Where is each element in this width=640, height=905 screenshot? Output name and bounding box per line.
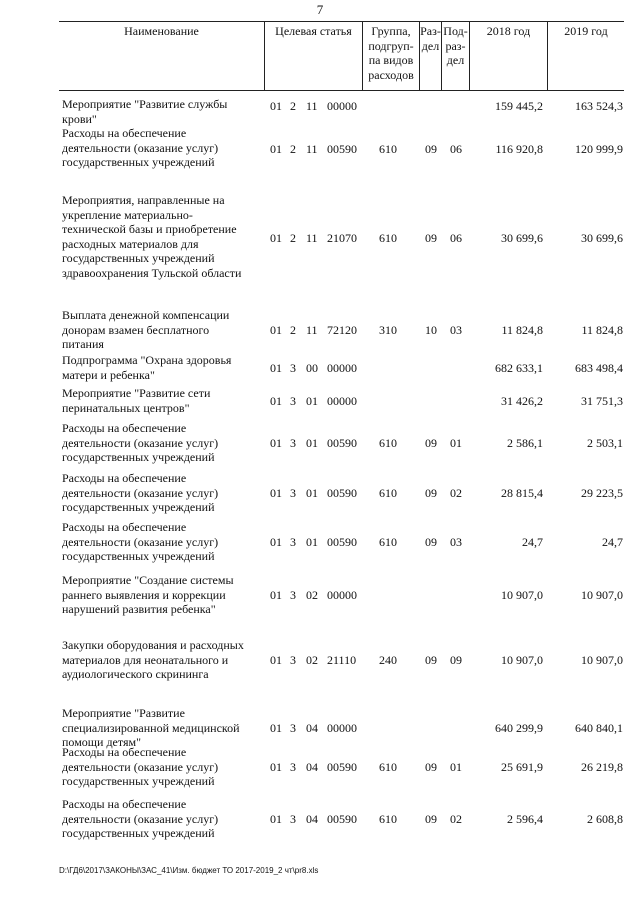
target-subprogram: 3 (290, 535, 296, 549)
row-name-line: деятельности (оказание услуг) (62, 140, 219, 155)
row-name-line: Расходы на обеспечение (62, 797, 187, 811)
target-program: 01 (270, 142, 282, 156)
section: 09 (425, 535, 437, 549)
row-name (62, 797, 267, 841)
row-name (62, 706, 267, 750)
row-name (62, 126, 267, 170)
row-name (62, 471, 267, 515)
expense-group: 610 (379, 535, 397, 549)
target-direction: 00590 (327, 436, 357, 450)
row-name (62, 193, 267, 280)
amount-2018: 25 691,9 (501, 760, 543, 774)
target-direction: 00000 (327, 588, 357, 602)
target-program: 01 (270, 812, 282, 826)
amount-2018: 11 824,8 (501, 323, 543, 337)
header-section (419, 22, 441, 90)
target-program: 01 (270, 653, 282, 667)
target-direction: 00590 (327, 486, 357, 500)
subsection: 06 (450, 231, 462, 245)
target-subprogram: 3 (290, 721, 296, 735)
amount-2019: 30 699,6 (581, 231, 623, 245)
target-subprogram: 3 (290, 486, 296, 500)
row-name (62, 745, 267, 789)
target-event: 11 (306, 323, 318, 337)
amount-2018: 24,7 (522, 535, 543, 549)
header-subsection-line: раз- (445, 38, 466, 53)
row-name-line: государственных учреждений (62, 774, 215, 788)
row-name-line: укрепление материально- (62, 207, 193, 222)
row-name-line: Закупки оборудования и расходных (62, 638, 244, 652)
target-event: 04 (306, 721, 318, 735)
target-program: 01 (270, 436, 282, 450)
row-name-line: государственных учреждений (62, 450, 215, 464)
section: 09 (425, 760, 437, 774)
row-name-line: технической базы и приобретение (62, 222, 237, 236)
amount-2019: 29 223,5 (581, 486, 623, 500)
expense-group: 610 (379, 486, 397, 500)
row-name (62, 386, 267, 415)
amount-2018: 116 920,8 (495, 142, 543, 156)
amount-2018: 10 907,0 (501, 653, 543, 667)
target-program: 01 (270, 394, 282, 408)
subsection: 02 (450, 812, 462, 826)
section: 09 (425, 142, 437, 156)
section: 10 (425, 323, 437, 337)
subsection: 09 (450, 653, 462, 667)
target-event: 02 (306, 653, 318, 667)
row-name-line: Мероприятие "Развитие сети (62, 386, 211, 400)
subsection: 01 (450, 760, 462, 774)
target-direction: 00590 (327, 535, 357, 549)
target-program: 01 (270, 323, 282, 337)
amount-2019: 26 219,8 (581, 760, 623, 774)
row-name-line: раннего выявления и коррекции (62, 587, 226, 602)
table-header (59, 21, 624, 91)
row-name-line: питания (62, 337, 104, 351)
expense-group: 610 (379, 142, 397, 156)
header-2018: 2018 год (469, 22, 547, 90)
header-group-line: подгруп- (368, 38, 414, 53)
target-event: 04 (306, 760, 318, 774)
section: 09 (425, 653, 437, 667)
row-name-line: крови" (62, 111, 97, 126)
target-direction: 00000 (327, 99, 357, 113)
expense-group: 310 (379, 323, 397, 337)
row-name (62, 573, 267, 617)
target-direction: 00000 (327, 721, 357, 735)
row-name-line: помощи детям" (62, 735, 141, 749)
row-name-line: аудиологического скрининга (62, 667, 209, 681)
target-event: 00 (306, 361, 318, 375)
target-direction: 00000 (327, 361, 357, 375)
target-subprogram: 2 (290, 231, 296, 245)
target-event: 01 (306, 436, 318, 450)
page-number: 7 (316, 2, 324, 17)
header-group-line: Группа, (371, 24, 411, 38)
header-subsection-line: дел (446, 53, 465, 67)
amount-2018: 28 815,4 (501, 486, 543, 500)
amount-2018: 30 699,6 (501, 231, 543, 245)
row-name-line: деятельности (оказание услуг) (62, 485, 219, 500)
target-program: 01 (270, 486, 282, 500)
row-name-line: Мероприятия, направленные на (62, 193, 225, 207)
header-name: Наименование (124, 24, 199, 38)
subsection: 06 (450, 142, 462, 156)
target-program: 01 (270, 231, 282, 245)
subsection: 03 (450, 323, 462, 337)
amount-2019: 2 503,1 (587, 436, 623, 450)
target-direction: 21070 (327, 231, 357, 245)
target-subprogram: 3 (290, 436, 296, 450)
amount-2018: 2 596,4 (507, 812, 543, 826)
expense-group: 610 (379, 812, 397, 826)
row-name-line: деятельности (оказание услуг) (62, 759, 219, 774)
target-direction: 72120 (327, 323, 357, 337)
row-name-line: Расходы на обеспечение (62, 520, 187, 534)
section: 09 (425, 812, 437, 826)
row-name-line: Мероприятие "Создание системы (62, 573, 234, 587)
target-direction: 00590 (327, 812, 357, 826)
target-event: 04 (306, 812, 318, 826)
target-program: 01 (270, 760, 282, 774)
expense-group: 610 (379, 231, 397, 245)
amount-2019: 120 999,9 (575, 142, 623, 156)
header-2019: 2019 год (547, 22, 624, 90)
section: 09 (425, 486, 437, 500)
row-name-line: перинатальных центров" (62, 400, 190, 415)
expense-group: 610 (379, 760, 397, 774)
target-program: 01 (270, 588, 282, 602)
target-subprogram: 3 (290, 394, 296, 408)
expense-group: 610 (379, 436, 397, 450)
target-direction: 21110 (327, 653, 357, 667)
target-subprogram: 3 (290, 812, 296, 826)
target-program: 01 (270, 361, 282, 375)
row-name-line: матери и ребенка" (62, 367, 155, 382)
row-name-line: Подпрограмма "Охрана здоровья (62, 353, 232, 367)
section: 09 (425, 436, 437, 450)
amount-2019: 10 907,0 (581, 588, 623, 602)
header-subsection-line: Под- (443, 24, 468, 38)
amount-2019: 683 498,4 (575, 361, 623, 375)
header-target: Целевая статья (264, 22, 362, 90)
amount-2019: 10 907,0 (581, 653, 623, 667)
target-subprogram: 2 (290, 323, 296, 337)
target-direction: 00590 (327, 142, 357, 156)
row-name-line: государственных учреждений (62, 826, 215, 840)
header-section-line: Раз- (420, 24, 441, 38)
expense-group: 240 (379, 653, 397, 667)
target-subprogram: 2 (290, 99, 296, 113)
header-group-line: расходов (368, 67, 414, 82)
row-name-line: деятельности (оказание услуг) (62, 435, 219, 450)
section: 09 (425, 231, 437, 245)
row-name-line: Расходы на обеспечение (62, 126, 187, 140)
target-program: 01 (270, 721, 282, 735)
row-name-line: деятельности (оказание услуг) (62, 534, 219, 549)
row-name-line: материалов для неонатального и (62, 652, 229, 667)
row-name (62, 520, 267, 564)
target-program: 01 (270, 99, 282, 113)
row-name-line: специализированной медицинской (62, 720, 240, 735)
row-name (62, 97, 267, 126)
row-name-line: Расходы на обеспечение (62, 421, 187, 435)
target-subprogram: 2 (290, 142, 296, 156)
amount-2019: 11 824,8 (581, 323, 623, 337)
amount-2018: 640 299,9 (495, 721, 543, 735)
row-name-line: нарушений развития ребенка" (62, 602, 216, 616)
row-name-line: Расходы на обеспечение (62, 471, 187, 485)
amount-2018: 682 633,1 (495, 361, 543, 375)
row-name-line: Выплата денежной компенсации (62, 308, 230, 322)
target-program: 01 (270, 535, 282, 549)
row-name-line: Расходы на обеспечение (62, 745, 187, 759)
target-direction: 00000 (327, 394, 357, 408)
row-name (62, 353, 267, 382)
target-event: 01 (306, 486, 318, 500)
subsection: 03 (450, 535, 462, 549)
row-name-line: государственных учреждений (62, 251, 215, 265)
target-subprogram: 3 (290, 588, 296, 602)
amount-2019: 640 840,1 (575, 721, 623, 735)
row-name-line: государственных учреждений (62, 500, 215, 514)
target-event: 11 (306, 231, 318, 245)
header-group-line: па видов (368, 53, 414, 67)
amount-2019: 163 524,3 (575, 99, 623, 113)
row-name-line: здравоохранения Тульской области (62, 265, 242, 280)
target-event: 11 (306, 99, 318, 113)
subsection: 01 (450, 436, 462, 450)
footer-file-path: D:\ГД6\2017\ЗАКОНЫ\ЗАС_41\Изм. бюджет ТО 2017-2019_2 чт\pr8.xls (59, 866, 319, 875)
target-event: 02 (306, 588, 318, 602)
row-name-line: Мероприятие "Развитие (62, 706, 185, 720)
target-direction: 00590 (327, 760, 357, 774)
target-event: 01 (306, 394, 318, 408)
amount-2019: 31 751,3 (581, 394, 623, 408)
amount-2019: 24,7 (602, 535, 623, 549)
header-section-line: дел (421, 38, 440, 53)
row-name (62, 638, 267, 682)
row-name-line: деятельности (оказание услуг) (62, 811, 219, 826)
target-subprogram: 3 (290, 361, 296, 375)
row-name-line: Мероприятие "Развитие службы (62, 97, 228, 111)
row-name-line: государственных учреждений (62, 549, 215, 563)
header-group (362, 22, 419, 90)
amount-2018: 31 426,2 (501, 394, 543, 408)
row-name-line: расходных материалов для (62, 236, 199, 251)
target-event: 01 (306, 535, 318, 549)
amount-2018: 159 445,2 (495, 99, 543, 113)
target-event: 11 (306, 142, 318, 156)
row-name-line: донорам взамен бесплатного (62, 322, 210, 337)
header-subsection (441, 22, 469, 90)
amount-2018: 10 907,0 (501, 588, 543, 602)
row-name-line: государственных учреждений (62, 155, 215, 169)
subsection: 02 (450, 486, 462, 500)
row-name (62, 308, 267, 352)
target-subprogram: 3 (290, 653, 296, 667)
row-name (62, 421, 267, 465)
target-subprogram: 3 (290, 760, 296, 774)
amount-2019: 2 608,8 (587, 812, 623, 826)
amount-2018: 2 586,1 (507, 436, 543, 450)
